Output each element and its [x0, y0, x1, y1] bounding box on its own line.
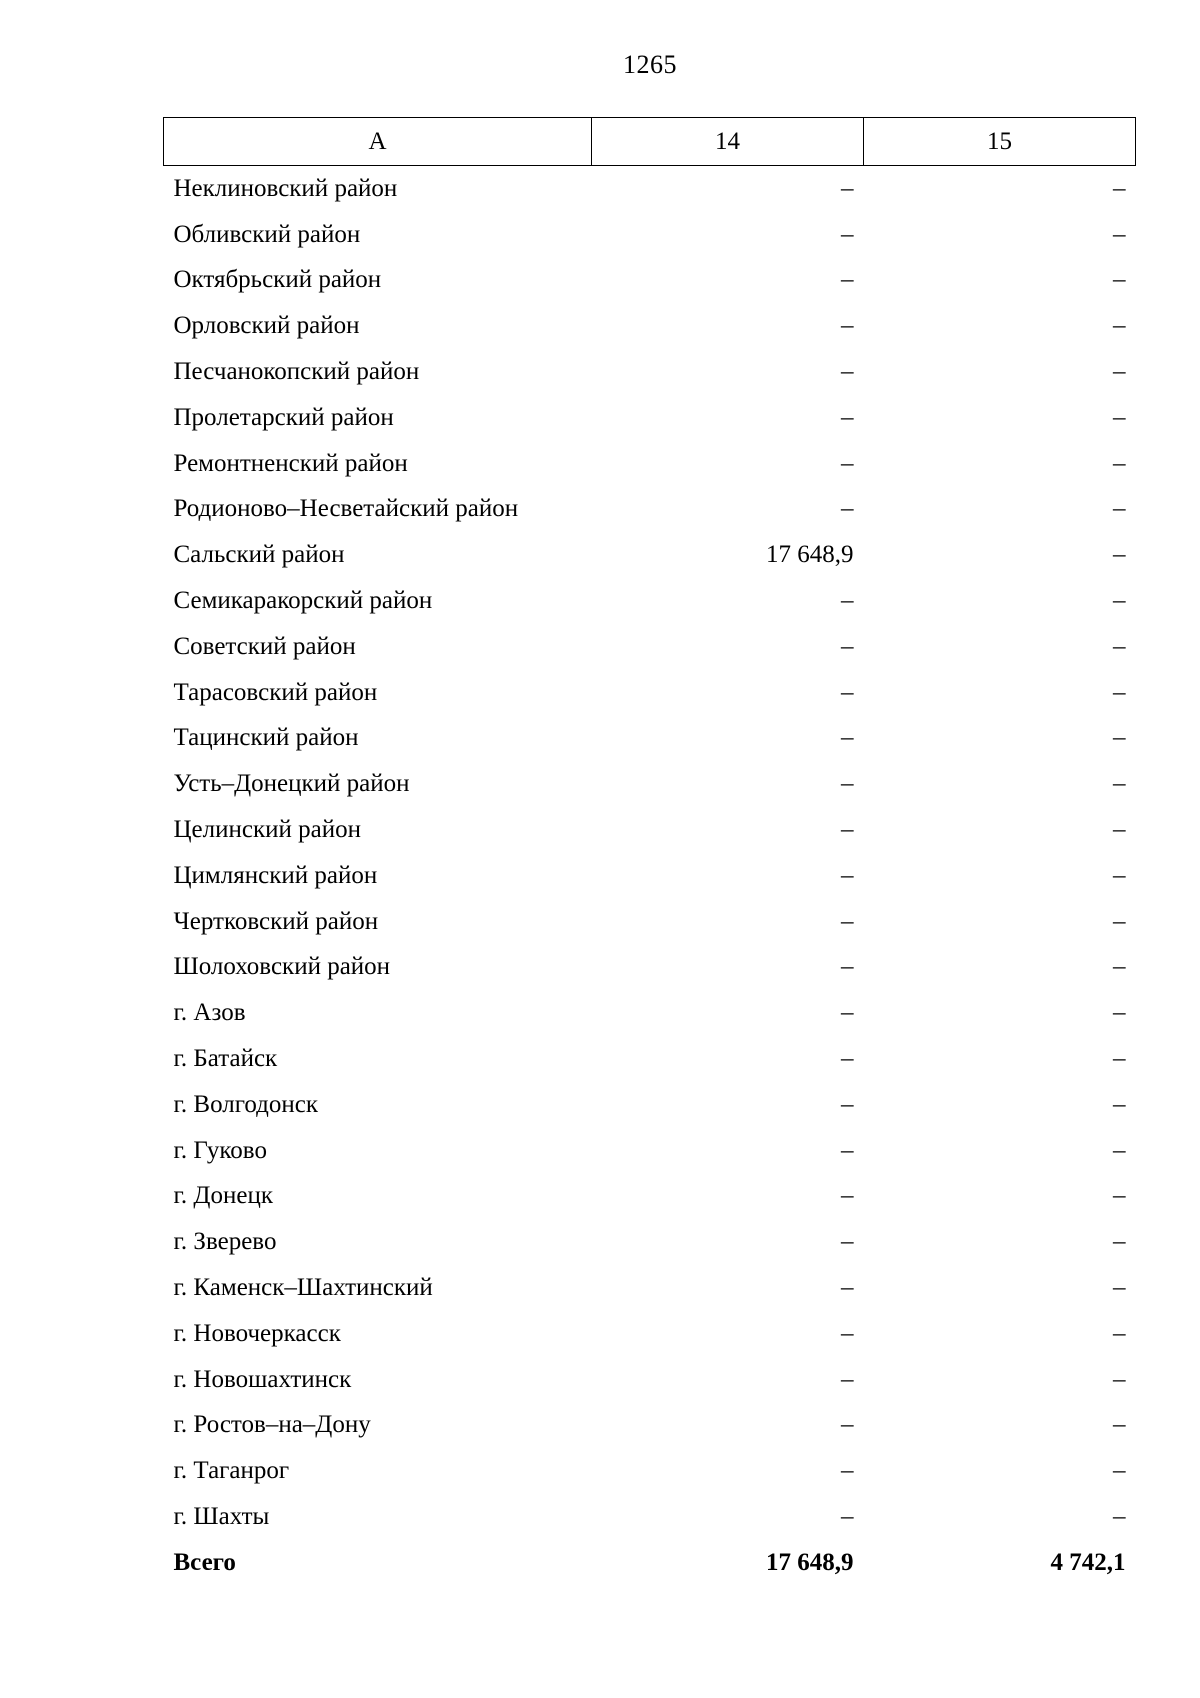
row-col-15-cell: – — [1113, 861, 1126, 889]
table-row — [164, 303, 1136, 349]
row-name-cell: г. Таганрог — [173, 1457, 290, 1485]
row-col-15-cell: – — [1113, 1136, 1126, 1164]
row-col-15-cell: – — [1113, 312, 1126, 340]
table-row — [164, 1265, 1136, 1311]
row-col-14-cell: – — [841, 1274, 854, 1302]
row-col-15-cell: – — [1113, 1365, 1126, 1393]
row-name-cell: г. Азов — [173, 999, 246, 1027]
table-row — [164, 578, 1136, 624]
table-row — [164, 1128, 1136, 1174]
row-col-15-cell: – — [1113, 541, 1126, 569]
table-row — [164, 1357, 1136, 1403]
row-col-15-cell: – — [1113, 953, 1126, 981]
row-name-cell: Усть–Донецкий район — [173, 770, 410, 798]
row-name-cell: Неклиновский район — [173, 174, 398, 202]
row-col-15-cell: – — [1113, 358, 1126, 386]
row-name-cell: Тацинский район — [173, 724, 359, 752]
row-col-15-cell: – — [1113, 907, 1126, 935]
total-col-15: 4 742,1 — [1050, 1548, 1126, 1576]
row-col-14-cell: – — [841, 907, 854, 935]
row-col-15-cell: – — [1113, 587, 1126, 615]
row-name-cell: Сальский район — [173, 541, 345, 569]
table-row — [164, 395, 1136, 441]
row-col-15-cell: – — [1113, 999, 1126, 1027]
table-row — [164, 1311, 1136, 1357]
header-col-14: 14 — [592, 118, 864, 166]
row-name-cell: Пролетарский район — [173, 403, 394, 431]
row-col-14-cell: – — [841, 266, 854, 294]
row-col-15-cell: – — [1113, 678, 1126, 706]
table-row — [164, 1403, 1136, 1449]
row-col-15-cell: – — [1113, 174, 1126, 202]
row-col-14-cell: – — [841, 1182, 854, 1210]
table-row — [164, 716, 1136, 762]
row-col-15-cell: – — [1113, 1228, 1126, 1256]
row-col-15-cell: – — [1113, 1274, 1126, 1302]
row-col-15-cell: – — [1113, 816, 1126, 844]
row-name-cell: г. Донецк — [173, 1182, 273, 1210]
header-col-a: А — [164, 118, 592, 166]
row-col-14-cell: – — [841, 1045, 854, 1073]
row-col-14-cell: – — [841, 358, 854, 386]
row-col-14-cell: – — [841, 449, 854, 477]
row-name-cell: г. Батайск — [173, 1045, 278, 1073]
row-name-cell: Чертковский район — [173, 907, 379, 935]
table-row — [164, 441, 1136, 487]
table-row — [164, 1174, 1136, 1220]
table-row — [164, 624, 1136, 670]
row-col-14-cell: – — [841, 1411, 854, 1439]
row-name-cell: Родионово–Несветайский район — [173, 495, 519, 523]
row-col-14-cell: – — [841, 632, 854, 660]
row-col-15-cell: – — [1113, 220, 1126, 248]
table-row — [164, 212, 1136, 258]
row-col-15-cell: – — [1113, 770, 1126, 798]
table-row — [164, 899, 1136, 945]
row-name-cell: Обливский район — [173, 220, 361, 248]
table-row — [164, 1494, 1136, 1540]
row-name-cell: г. Новошахтинск — [173, 1365, 352, 1393]
table-row — [164, 670, 1136, 716]
row-col-15-cell: – — [1113, 1319, 1126, 1347]
row-col-14-cell: – — [841, 953, 854, 981]
row-col-14-cell: – — [841, 1090, 854, 1118]
row-col-14-cell: – — [841, 174, 854, 202]
page-number: 1265 — [623, 50, 677, 79]
row-col-14-cell: – — [841, 1365, 854, 1393]
row-name-cell: г. Новочеркасск — [173, 1319, 341, 1347]
table-row — [164, 1036, 1136, 1082]
table-row — [164, 807, 1136, 853]
row-col-15-cell: – — [1113, 1457, 1126, 1485]
row-name-cell: г. Зверево — [173, 1228, 277, 1256]
row-col-15-cell: – — [1113, 1411, 1126, 1439]
table-row — [164, 1219, 1136, 1265]
total-row — [164, 1540, 1136, 1586]
table-row — [164, 258, 1136, 304]
row-col-14-cell: – — [841, 770, 854, 798]
row-col-15-cell: – — [1113, 632, 1126, 660]
table-row — [164, 487, 1136, 533]
row-col-14-cell: – — [841, 312, 854, 340]
table-header — [164, 118, 1136, 166]
header-col-15: 15 — [864, 118, 1136, 166]
row-name-cell: г. Каменск–Шахтинский — [173, 1274, 433, 1302]
row-name-cell: Ремонтненский район — [173, 449, 408, 477]
data-table — [163, 117, 1136, 1586]
row-name-cell: Октябрьский район — [173, 266, 382, 294]
row-col-14-cell: – — [841, 678, 854, 706]
row-col-15-cell: – — [1113, 1503, 1126, 1530]
row-col-15-cell: – — [1113, 1045, 1126, 1073]
header-row — [164, 118, 1136, 166]
table-row — [164, 990, 1136, 1036]
row-col-14-cell: 17 648,9 — [766, 541, 854, 569]
row-name-cell: Орловский район — [173, 312, 360, 340]
total-label: Всего — [173, 1548, 236, 1576]
row-col-14-cell: – — [841, 495, 854, 523]
total-col-14: 17 648,9 — [766, 1548, 854, 1576]
table-row — [164, 1082, 1136, 1128]
row-name-cell: г. Ростов–на–Дону — [173, 1411, 371, 1439]
row-col-15-cell: – — [1113, 1182, 1126, 1210]
row-name-cell: Советский район — [173, 632, 356, 660]
table-row — [164, 761, 1136, 807]
row-col-14-cell: – — [841, 1319, 854, 1347]
row-name-cell: Шолоховский район — [173, 953, 391, 981]
row-col-14-cell: – — [841, 1136, 854, 1164]
row-col-15-cell: – — [1113, 403, 1126, 431]
table-row — [164, 532, 1136, 578]
row-col-14-cell: – — [841, 403, 854, 431]
row-col-14-cell: – — [841, 1457, 854, 1485]
table-body — [164, 166, 1136, 1586]
row-col-15-cell: – — [1113, 449, 1126, 477]
table-row — [164, 349, 1136, 395]
row-name-cell: Тарасовский район — [173, 678, 378, 706]
row-col-14-cell: – — [841, 1503, 854, 1530]
row-col-15-cell: – — [1113, 495, 1126, 523]
row-col-15-cell: – — [1113, 724, 1126, 752]
row-col-14-cell: – — [841, 587, 854, 615]
row-col-15-cell: – — [1113, 266, 1126, 294]
row-name-cell: Цимлянский район — [173, 861, 378, 889]
row-col-15-cell: – — [1113, 1090, 1126, 1118]
row-name-cell: г. Волгодонск — [173, 1090, 319, 1118]
table-row — [164, 1448, 1136, 1494]
row-name-cell: Семикаракорский район — [173, 587, 433, 615]
table-row — [164, 166, 1136, 212]
row-name-cell: г. Гуково — [173, 1136, 267, 1164]
table-row — [164, 945, 1136, 991]
row-col-14-cell: – — [841, 1228, 854, 1256]
row-col-14-cell: – — [841, 999, 854, 1027]
row-name-cell: г. Шахты — [173, 1503, 270, 1530]
row-col-14-cell: – — [841, 816, 854, 844]
row-col-14-cell: – — [841, 220, 854, 248]
row-name-cell: Целинский район — [173, 816, 361, 844]
row-col-14-cell: – — [841, 724, 854, 752]
table-row — [164, 853, 1136, 899]
row-name-cell: Песчанокопский район — [173, 358, 420, 386]
row-col-14-cell: – — [841, 861, 854, 889]
